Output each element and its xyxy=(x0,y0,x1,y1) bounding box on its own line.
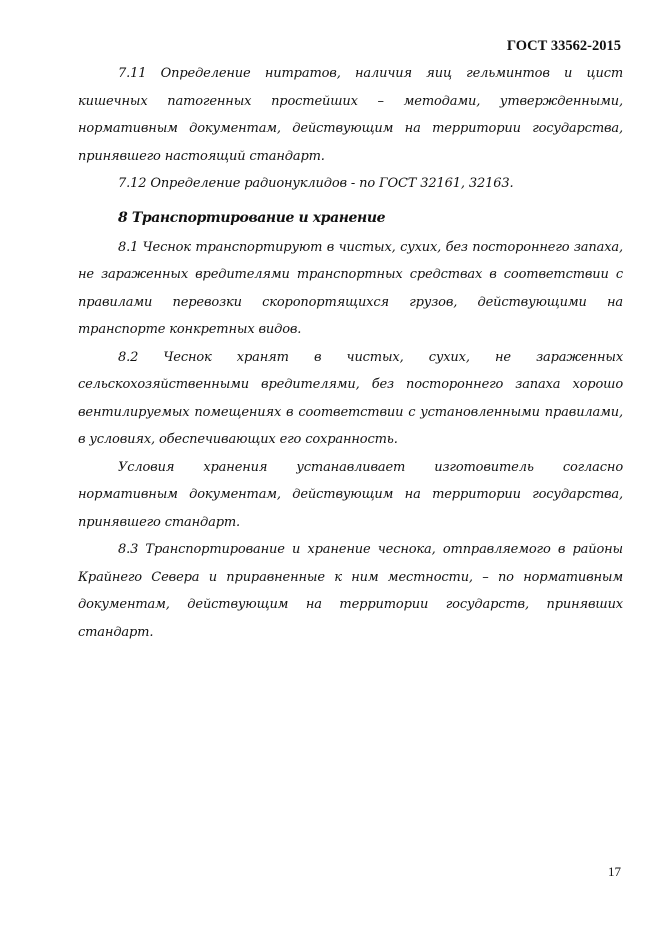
document-code: ГОСТ 33562-2015 xyxy=(506,38,621,54)
paragraph-storage-conditions: Условия хранения устанавливает изготовитель согласно нормативным документам, действующим на территории государства, принявшего стандарт. xyxy=(78,459,623,530)
page-number: 17 xyxy=(608,864,621,879)
paragraph-7-12: 7.12 Определение радионуклидов - по ГОСТ 32161, 32163. xyxy=(118,176,514,191)
paragraph-8-1: 8.1 Чеснок транспортируют в чистых, сухих, без постороннего запаха, не зараженных вредителями транспортных средствах в соответствии с правилами перевозки скоропортящихся грузов, действующими на транспорте конкретных видов. xyxy=(78,239,623,337)
paragraph-7-11: 7.11 Определение нитратов, наличия яиц гельминтов и цист кишечных патогенных простейших – методами, утвержденными, нормативным документам, действующим на территории государства, принявшего настоящий стандарт. xyxy=(78,66,623,164)
page-body xyxy=(78,60,623,646)
paragraph-8-3: 8.3 Транспортирование и хранение чеснока, отправляемого в районы Крайнего Севера и приравненные к ним местности, – по нормативным документам, действующим на территории государств, принявших стандарт. xyxy=(78,542,623,640)
section-heading: 8 Транспортирование и хранение xyxy=(118,209,386,226)
paragraph-8-2: 8.2 Чеснок хранят в чистых, сухих, не зараженных сельскохозяйственными вредителями, без постороннего запаха хорошо вентилируемых помещениях в соответствии с установленными правилами, в условиях, обеспечивающих его сохранность. xyxy=(78,349,623,447)
